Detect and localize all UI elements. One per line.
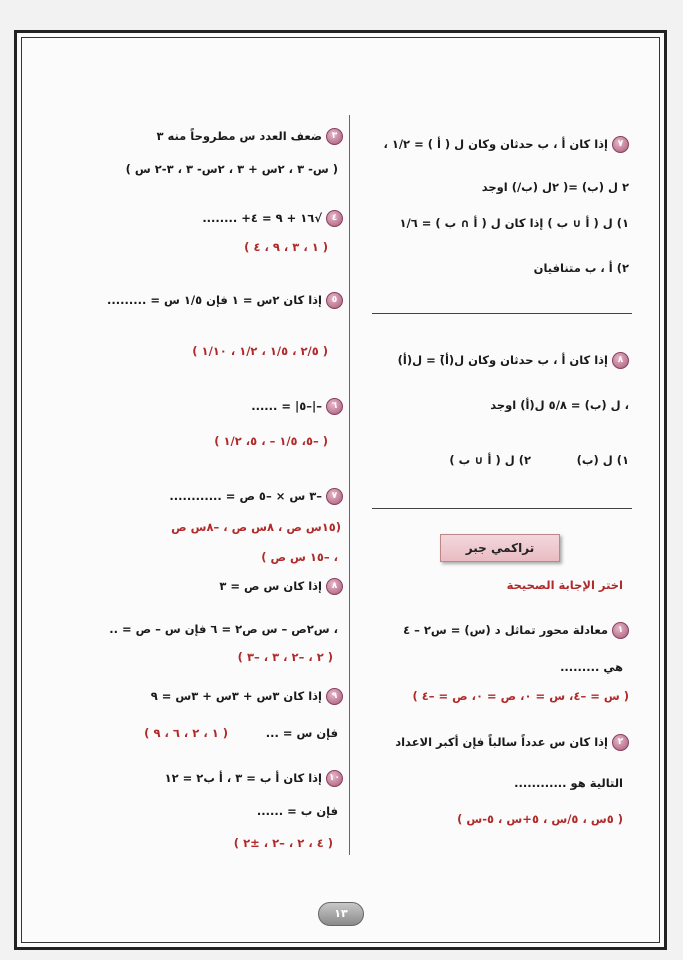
r-q8-part1: ١) ل (ب) [576, 453, 629, 467]
l-q5-stem: ٥إذا كان ٢س = ١ فإن ١/٥ س = ......... [107, 292, 343, 309]
l-q6-number: ٦ [326, 398, 343, 415]
l-q3-number: ٣ [326, 128, 343, 145]
l-q10-stem2: فإن ب = ...... [256, 804, 338, 818]
l-q9-number: ٩ [326, 688, 343, 705]
l-q6-stem: ٦–|–٥| = ...... [251, 398, 343, 415]
l-q4-stem: ٤√١٦ + ٩ = ٤+ ........ [202, 210, 343, 227]
l-q4-number: ٤ [326, 210, 343, 227]
l-q7-number: ٧ [326, 488, 343, 505]
column-divider [349, 115, 350, 855]
r-q8-number: ٨ [612, 352, 629, 369]
l-q7-options: (١٥س ص ، ٨س ص ، –٨س ص [171, 520, 341, 534]
l-q10-options: ( ٤ ، ٢ ، –٢ ، ±٢ ) [233, 836, 333, 850]
r-q8-stem: ٨إذا كان أ ، ب حدثان وكان ل(أ̄) = ل(أ) [398, 352, 629, 369]
r-c2-stem: ٢إذا كان س عدداً سالباً فإن أكبر الاعداد [395, 734, 629, 751]
l-q8-options: ( ٢ ، –٢ ، ٣ ، –٣ ) [237, 650, 333, 664]
l-q7-options2: ، –١٥ س ص ) [261, 550, 338, 564]
l-q5-number: ٥ [326, 292, 343, 309]
r-c1-stem2: هي ......... [560, 660, 623, 674]
r-q7-stem: ٧إذا كان أ ، ب حدثان وكان ل ( أ ) = ١/٢ ، [383, 136, 629, 153]
right-separator-1 [372, 313, 632, 314]
r-c2-number: ٢ [612, 734, 629, 751]
r-c2-stem2: التالية هو ............ [514, 776, 623, 790]
r-q8-given: ، ل (ب) = ٥/٨ ل(أ) اوجد [490, 398, 629, 412]
r-q7-given: ٢ ل (ب) =( ٢ل (ب/) اوجد [481, 180, 629, 194]
r-c2-options: ( ٥س ، ٥/س ، ٥+س ، ٥-س ) [457, 812, 623, 826]
l-q10-number: ١٠ [326, 770, 343, 787]
l-q9-options: ( ١ ، ٢ ، ٦ ، ٩ ) [144, 726, 228, 740]
r-q8-part2: ٢) ل ( أ ∪ ب ) [449, 453, 531, 467]
l-q10-stem: ١٠إذا كان أ ب = ٣ ، أ ب٢ = ١٢ [165, 770, 343, 787]
page-number: ١٣ [318, 902, 364, 926]
l-q5-options: ( ٢/٥ ، ١/٥ ، ١/٢ ، ١/١٠ ) [192, 344, 328, 358]
r-q7-part2: ٢) أ ، ب متنافيان [533, 261, 629, 275]
l-q3-stem: ٣ضعف العدد س مطروحاً منه ٣ [156, 128, 343, 145]
l-q8-stem2: ، س٢ص – س ص٢ = ٦ فإن س – ص = .. [109, 622, 338, 636]
l-q4-options: ( ١ ، ٣ ، ٩ ، ٤ ) [244, 240, 328, 254]
right-separator-2 [372, 508, 632, 509]
l-q7-stem: ٧–٣ س × –٥ ص = ............ [169, 488, 343, 505]
r-c1-options: ( س = –٤، س = ٠، ص = ٠، ص = –٤ ) [412, 689, 629, 703]
r-q7-number: ٧ [612, 136, 629, 153]
review-algebra-label: تراكمي جبر [440, 534, 560, 562]
l-q6-options: ( –٥، ١/٥ – ، ٥، ١/٢ ) [214, 434, 328, 448]
l-q8-number: ٨ [326, 578, 343, 595]
choose-correct-heading: اختر الإجابة الصحيحة [506, 578, 623, 592]
r-c1-stem: ١معادلة محور تماثل د (س) = س٢ – ٤ [403, 622, 629, 639]
l-q8-stem: ٨إذا كان س ص = ٣ [219, 578, 343, 595]
l-q9-stem: ٩إذا كان ٣س + ٣س + ٣س = ٩ [151, 688, 343, 705]
r-c1-number: ١ [612, 622, 629, 639]
l-q9-stem2: فإن س = ... [265, 726, 338, 740]
r-q7-part1: ١) ل ( أ ∪ ب ) إذا كان ل ( أ ∩ ب ) = ١/٦ [399, 216, 629, 230]
l-q3-options: ( س- ٣ ، ٢س + ٣ ، ٢س- ٣ ، ٣-٢ س ) [125, 162, 338, 176]
